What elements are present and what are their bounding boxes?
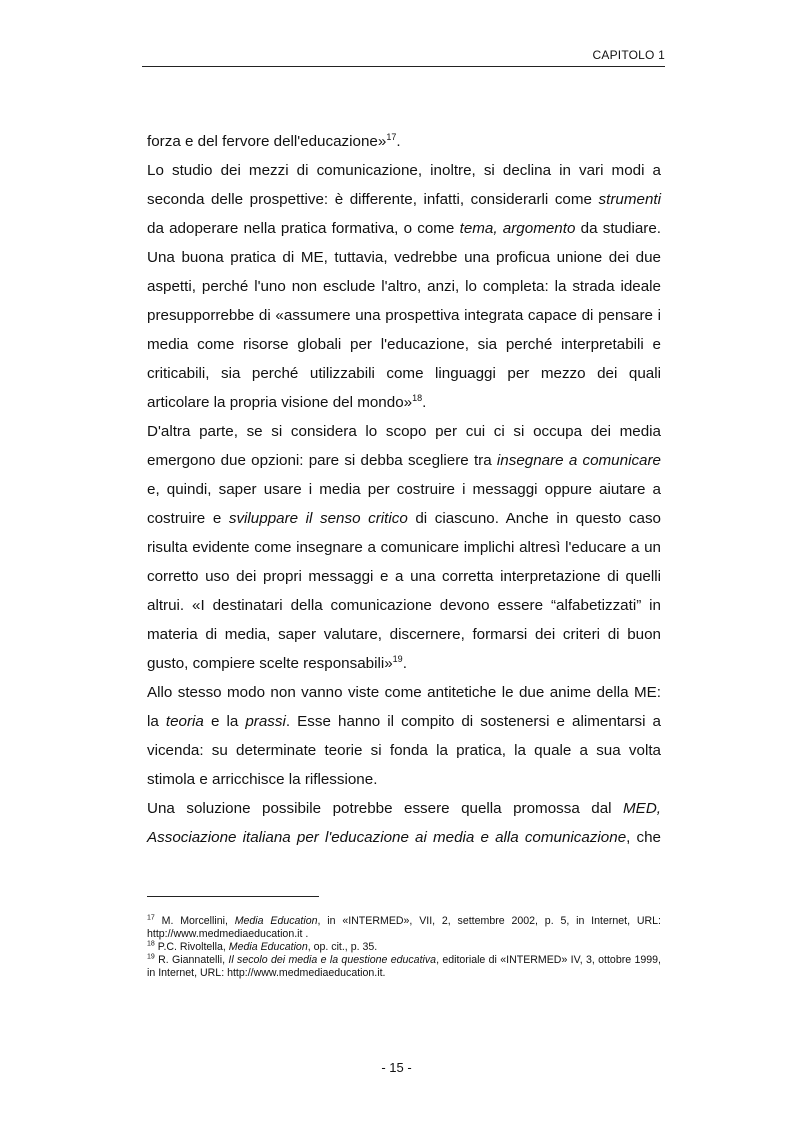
paragraph: forza e del fervore dell'educazione»$^{17}$. xyxy=(147,131,401,150)
paragraph: D'altra parte, se si considera lo scopo per cui ci si occupa dei media emergono due opzioni: pare si debba scegliere tra insegnare a comunicare e, quindi, saper usare i media per costruire i messaggi oppure aiutare a costruire e sviluppare il senso critico di ciascuno. Anche in questo caso risulta evidente come insegnare a comunicare implichi altresì l'educare a un corretto uso dei propri messaggi e a una corretta interpretazione di quelli altrui. «I destinatari della comunicazione devono essere “alfabetizzati” in materia di media, saper valutare, discernere, formarsi dei criteri di buon gusto, compiere scelte responsabili»$^{19}$. xyxy=(147,423,661,672)
footnote: $^{19}$ R. Giannatelli, Il secolo dei media e la questione educativa, editoriale di «INTERMED» IV, 3, ottobre 1999, in Internet, URL: http://www.medmediaeducation.it. xyxy=(147,953,661,979)
paragraph: Allo stesso modo non vanno viste come antitetiche le due anime della ME: la teoria e la prassi. Esse hanno il compito di sostenersi e alimentarsi a vicenda: su determinate teorie si fonda la pratica, la quale a sua volta stimola e arricchisce la riflessione. xyxy=(147,684,661,788)
body-text xyxy=(147,127,661,852)
footnote-divider xyxy=(147,896,319,897)
paragraph: Lo studio dei mezzi di comunicazione, inoltre, si declina in vari modi a seconda delle prospettive: è differente, infatti, considerarli come strumenti da adoperare nella pratica formativa, o come tema, argomento da studiare. Una buona pratica di ME, tuttavia, vedrebbe una proficua unione dei due aspetti, perché l'uno non esclude l'altro, anzi, lo completa: la strada ideale presupporrebbe di «assumere una prospettiva integrata capace di pensare i media come risorse globali per l'educazione, sia perché interpretabili e criticabili, sia perché utilizzabili come linguaggi per mezzo dei quali articolare la propria visione del mondo»$^{18}$. xyxy=(147,162,661,411)
paragraph: Una soluzione possibile potrebbe essere quella promossa dal MED, Associazione italiana per l'educazione ai media e alla comunicazione, che xyxy=(147,800,661,846)
footnote: $^{17}$ M. Morcellini, Media Education, in «INTERMED», VII, 2, settembre 2002, p. 5, in Internet, URL: http://www.medmediaeducation.it . xyxy=(147,914,661,940)
chapter-label: CAPITOLO 1 xyxy=(592,48,665,62)
footnote: $^{18}$ P.C. Rivoltella, Media Education, op. cit., p. 35. xyxy=(147,940,378,953)
page-number: - 15 - xyxy=(381,1060,412,1075)
footnotes xyxy=(147,915,661,980)
page-header xyxy=(142,48,665,67)
